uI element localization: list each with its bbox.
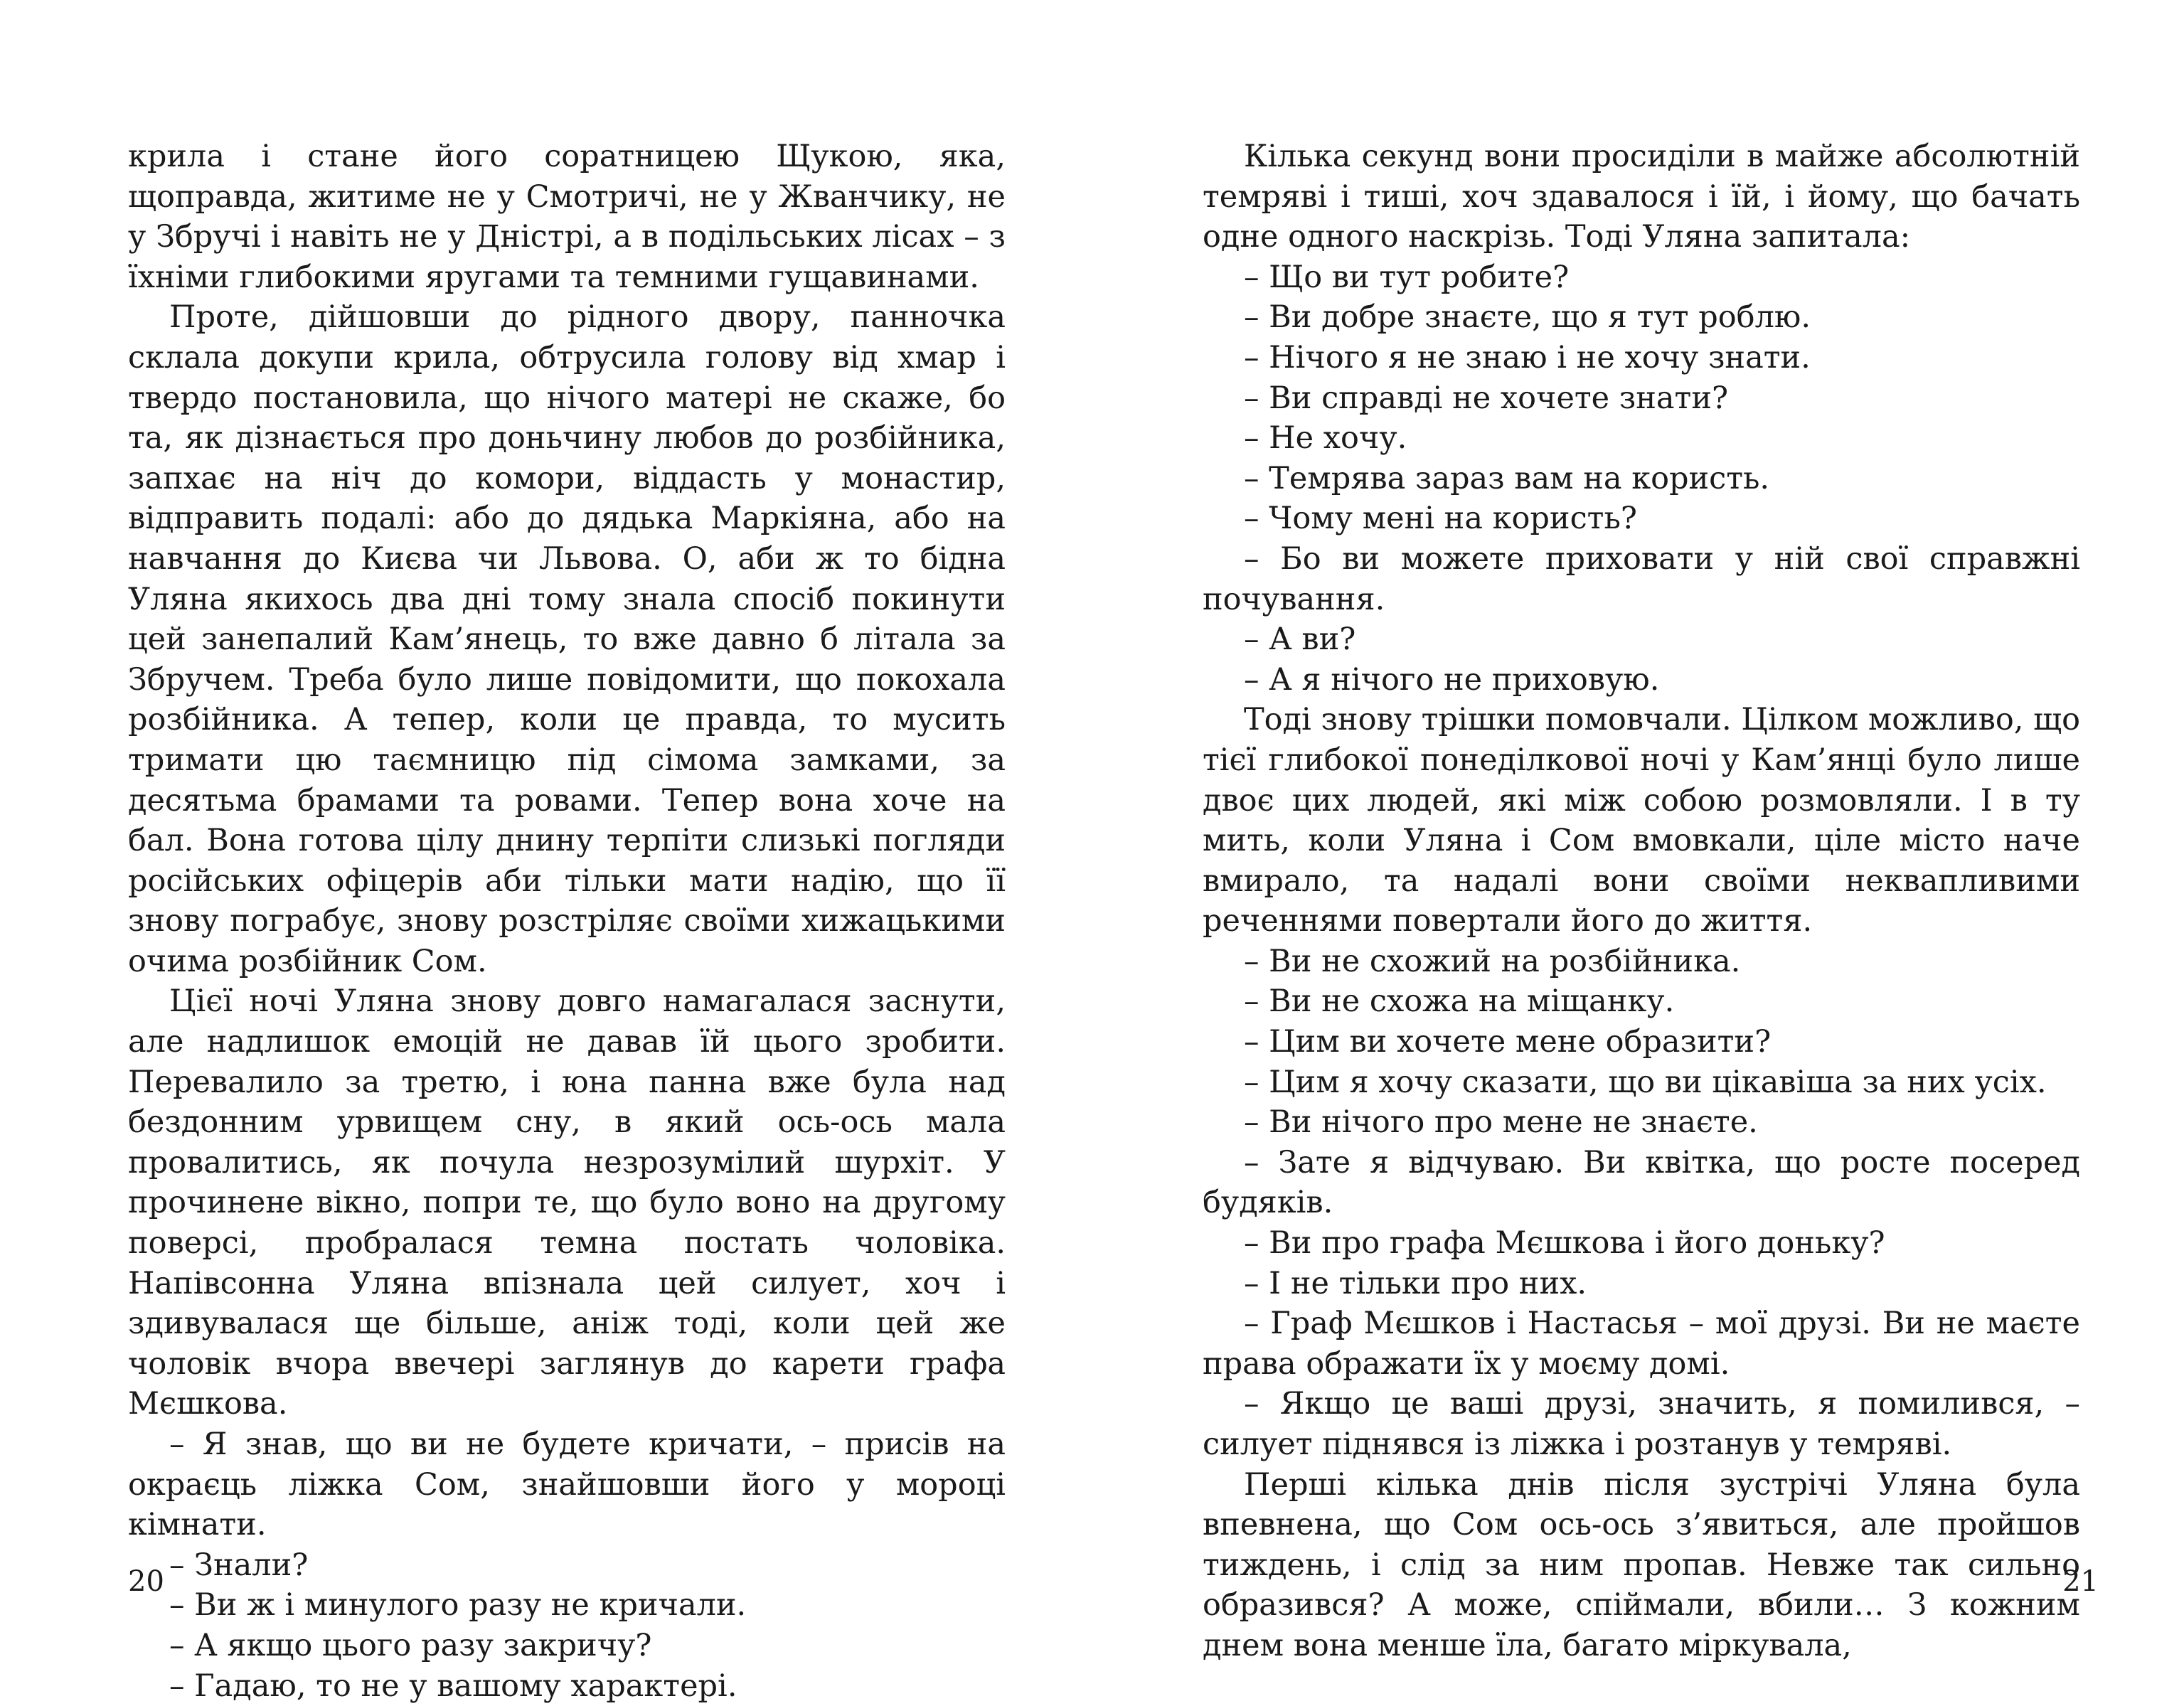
dialogue-line: – Ви ж і минулого разу не кричали. <box>169 1587 747 1624</box>
page-number-right: 21 <box>2062 1565 2099 1598</box>
dialogue-line: – Ви добре знаєте, що я тут роблю. <box>1244 299 1811 336</box>
dialogue-line: – Знали? <box>169 1547 309 1583</box>
dialogue-line: – Цим я хочу сказати, що ви цікавіша за них усіх. <box>1244 1064 2047 1100</box>
right-page-text <box>1203 137 2080 1666</box>
paragraph: крила і стане його соратницею Щукою, яка, щоправда, житиме не у Смотричі, не у Жванчику, не у Збручі і навіть не у Дністрі, а в подільських лісах – з їхніми глибокими яругами та темними гущавинами. <box>128 139 1006 295</box>
dialogue-line: – Я знав, що ви не будете кричати, – присів на окраєць ліжка Сом, знайшовши його у мороці кімнати. <box>128 1427 1006 1543</box>
paragraph: Тоді знову трішки помовчали. Цілком можливо, що тієї глибокої понеділкової ночі у Кам’янці було лише двоє цих людей, які між собою розмовляли. І в ту мить, коли Уляна і Сом вмовкали, ціле місто наче вмирало, та надалі вони своїми неквапливими реченнями повертали його до життя. <box>1203 702 2080 939</box>
dialogue-line: – Ви справді не хочете знати? <box>1244 380 1729 416</box>
dialogue-line: – Що ви тут робите? <box>1244 259 1570 295</box>
dialogue-line: – Гадаю, то не у вашому характері. <box>169 1668 737 1704</box>
dialogue-line: – Ви про графа Мєшкова і його доньку? <box>1244 1225 1885 1262</box>
dialogue-line: – Ви нічого про мене не знаєте. <box>1244 1104 1758 1141</box>
dialogue-line: – Цим ви хочете мене образити? <box>1244 1024 1772 1060</box>
dialogue-line: – Не хочу. <box>1244 420 1407 457</box>
page-number-left: 20 <box>128 1565 164 1598</box>
dialogue-line: – Ви не схожий на розбійника. <box>1244 943 1741 979</box>
dialogue-line: – Нічого я не знаю і не хочу знати. <box>1244 339 1811 375</box>
left-page-text <box>128 137 1006 1706</box>
dialogue-line: – Бо ви можете приховати у ній свої справжні почування. <box>1203 540 2080 617</box>
dialogue-line: – І не тільки про них. <box>1244 1265 1587 1301</box>
paragraph: Проте, дійшовши до рідного двору, панночка склала докупи крила, обтрусила голову від хмар і твердо постановила, що нічого матері не скаже, бо та, як дізнається про доньчину любов до розбійника, запхає на ніч до комори, віддасть у монастир, відправить подалі: або до дядька Маркіяна, або на навчання до Києва чи Львова. О, аби ж то бідна Уляна якихось два дні тому знала спосіб покинути цей занепалий Кам’янець, то вже давно б літала за Збручем. Треба було лише повідомити, що покохала розбійника. А тепер, коли це правда, то мусить тримати цю таємницю під сімома замками, за десятьма брамами та ровами. Тепер вона хоче на бал. Вона готова цілу днину терпіти слизькі погляди російських офіцерів аби тільки мати надію, що її знову пограбує, знову розстріляє своїми хижацькими очима розбійник Сом. <box>128 299 1006 979</box>
paragraph: Цієї ночі Уляна знову довго намагалася заснути, але надлишок емоцій не давав їй цього зробити. Перевалило за третю, і юна панна вже була над бездонним урвищем сну, в який ось-ось мала провалитись, як почула незрозумілий шурхіт. У прочинене вікно, попри те, що було воно на другому поверсі, пробралася темна постать чоловіка. Напівсонна Уляна впізнала цей силует, хоч і здивувалася ще більше, аніж тоді, коли цей же чоловік вчора ввечері заглянув до карети графа Мєшкова. <box>128 983 1006 1422</box>
dialogue-line: – Якщо це ваші друзі, значить, я помилився, – силует піднявся із ліжка і розтанув у темряві. <box>1203 1386 2080 1462</box>
dialogue-line: – Чому мені на користь? <box>1244 501 1637 537</box>
paragraph: Перші кілька днів після зустрічі Уляна була впевнена, що Сом ось-ось з’явиться, але пройшов тиждень, і слід за ним пропав. Невже так сильно образився? А може, спіймали, вбили… З кожним днем вона менше їла, багато міркувала, <box>1203 1466 2080 1663</box>
dialogue-line: – Зате я відчуваю. Ви квітка, що росте посеред будяків. <box>1203 1144 2080 1221</box>
dialogue-line: – А я нічого не приховую. <box>1244 661 1660 698</box>
dialogue-line: – А якщо цього разу закричу? <box>169 1627 652 1663</box>
paragraph: Кілька секунд вони просиділи в майже абсолютній темряві і тиші, хоч здавалося і їй, і йому, що бачать одне одного наскрізь. Тоді Уляна запитала: <box>1203 139 2080 255</box>
dialogue-line: – Темрява зараз вам на користь. <box>1244 460 1770 496</box>
dialogue-line: – А ви? <box>1244 622 1356 658</box>
right-page <box>1092 0 2184 1680</box>
left-page <box>0 0 1092 1704</box>
dialogue-line: – Ви не схожа на міщанку. <box>1244 983 1675 1020</box>
dialogue-line: – Граф Мєшков і Настасья – мої друзі. Ви не маєте права ображати їх у моєму домі. <box>1203 1306 2080 1382</box>
